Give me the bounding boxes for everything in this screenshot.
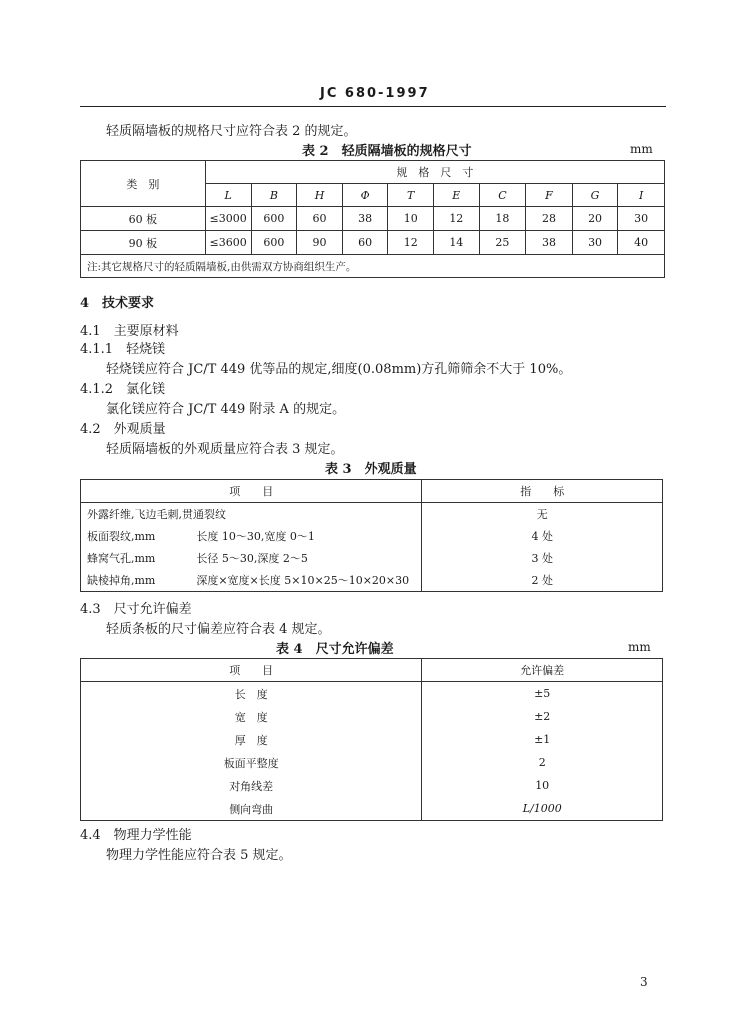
table-row <box>81 525 663 547</box>
section-4-4-heading: 4.4 物理力学性能 <box>80 828 192 843</box>
section-4-1-1-text: 轻烧镁应符合 JC/T 449 优等品的规定,细度(0.08mm)方孔筛筛余不大于 10%。 <box>106 362 572 377</box>
table2-note: 注:其它规格尺寸的轻质隔墙板,由供需双方协商组织生产。 <box>81 255 665 278</box>
table3-head-item: 项 目 <box>81 480 422 503</box>
table3-value: 3 处 <box>422 547 663 569</box>
page-number: 3 <box>640 975 648 989</box>
section-4-3-heading: 4.3 尺寸允许偏差 <box>80 602 192 617</box>
table2-cell: ≤3000 <box>205 207 251 231</box>
table-row <box>81 547 663 569</box>
table4-value: ±1 <box>422 728 663 751</box>
table2-cell: 30 <box>572 231 618 255</box>
table3-item: 板面裂纹,mm <box>81 525 191 547</box>
table2-caption: 表 2 轻质隔墙板的规格尺寸 <box>302 144 472 159</box>
table-row <box>81 705 663 728</box>
table4-item: 长 度 <box>81 682 422 706</box>
table2-cell: 20 <box>572 207 618 231</box>
table4-value: 2 <box>422 751 663 774</box>
table4-item: 侧向弯曲 <box>81 797 422 821</box>
table4-value: 10 <box>422 774 663 797</box>
section-4-4-text: 物理力学性能应符合表 5 规定。 <box>106 848 292 863</box>
table2-cell: 600 <box>251 231 297 255</box>
table2-col: C <box>479 184 526 207</box>
table2-col: Φ <box>342 184 388 207</box>
table4-item: 板面平整度 <box>81 751 422 774</box>
intro-paragraph: 轻质隔墙板的规格尺寸应符合表 2 的规定。 <box>106 124 357 139</box>
table4-caption: 表 4 尺寸允许偏差 <box>276 642 394 657</box>
table4 <box>80 658 663 821</box>
table-row <box>81 797 663 821</box>
table2-col: B <box>251 184 297 207</box>
table2-head-spec: 规 格 尺 寸 <box>205 161 664 184</box>
table2-col: G <box>572 184 618 207</box>
document-code: JC 680-1997 <box>320 86 430 101</box>
section-4-3-text: 轻质条板的尺寸偏差应符合表 4 规定。 <box>106 622 331 637</box>
table3-item: 缺棱掉角,mm <box>81 569 191 592</box>
table3-item: 蜂窝气孔,mm <box>81 547 191 569</box>
table4-head-dev: 允许偏差 <box>422 659 663 682</box>
table4-value: ±2 <box>422 705 663 728</box>
table3-detail: 长径 5～30,深度 2～5 <box>196 552 308 565</box>
table3 <box>80 479 663 592</box>
table2 <box>80 160 665 278</box>
table2-cell: 60 <box>342 231 388 255</box>
table3-detail: 深度×宽度×长度 5×10×25～10×20×30 <box>190 569 422 592</box>
table3-value: 2 处 <box>422 569 663 592</box>
table2-cell: 12 <box>388 231 434 255</box>
table3-detail: 长度 10～30,宽度 0～1 <box>196 530 315 543</box>
section-4-2-text: 轻质隔墙板的外观质量应符合表 3 规定。 <box>106 442 344 457</box>
table2-col: E <box>434 184 480 207</box>
table-row <box>81 774 663 797</box>
table2-cell: 90 板 <box>81 231 206 255</box>
table2-col: H <box>297 184 343 207</box>
table-row <box>81 751 663 774</box>
table2-col: L <box>205 184 251 207</box>
table2-cell: 60 <box>297 207 343 231</box>
table2-cell: 12 <box>434 207 480 231</box>
section-4-1-1-heading: 4.1.1 轻烧镁 <box>80 342 166 357</box>
table4-item: 对角线差 <box>81 774 422 797</box>
table3-head-index: 指 标 <box>422 480 663 503</box>
table3-value: 无 <box>422 503 663 526</box>
table2-cell: 38 <box>342 207 388 231</box>
table2-cell: 30 <box>618 207 665 231</box>
section-4-heading: 4 技术要求 <box>80 296 155 311</box>
table2-cell: 10 <box>388 207 434 231</box>
table2-cell: 28 <box>526 207 573 231</box>
table3-item: 外露纤维,飞边毛刺,贯通裂纹 <box>81 503 422 526</box>
table-row <box>81 231 665 255</box>
table2-cell: 14 <box>434 231 480 255</box>
table2-unit: mm <box>630 142 653 156</box>
table4-value: ±5 <box>422 682 663 706</box>
table2-col: F <box>526 184 573 207</box>
table-row <box>81 682 663 706</box>
table3-value: 4 处 <box>422 525 663 547</box>
table-row <box>81 207 665 231</box>
table2-cell: 18 <box>479 207 526 231</box>
table2-cell: 25 <box>479 231 526 255</box>
table-row <box>81 503 663 526</box>
section-4-1-2-text: 氯化镁应符合 JC/T 449 附录 A 的规定。 <box>106 402 346 417</box>
table2-cell: 40 <box>618 231 665 255</box>
table4-item: 厚 度 <box>81 728 422 751</box>
table2-col: T <box>388 184 434 207</box>
table2-cell: 90 <box>297 231 343 255</box>
table2-cell: 60 板 <box>81 207 206 231</box>
table2-col: I <box>618 184 665 207</box>
table-row <box>81 569 663 592</box>
table4-unit: mm <box>628 640 651 654</box>
table2-cell: 600 <box>251 207 297 231</box>
table3-caption: 表 3 外观质量 <box>325 462 417 477</box>
table4-item: 宽 度 <box>81 705 422 728</box>
table4-head-item: 项 目 <box>81 659 422 682</box>
section-4-1-heading: 4.1 主要原材料 <box>80 324 179 339</box>
table2-cell: ≤3600 <box>205 231 251 255</box>
table2-head-type: 类 别 <box>81 161 206 207</box>
header-rule <box>80 106 666 107</box>
section-4-2-heading: 4.2 外观质量 <box>80 422 166 437</box>
table2-cell: 38 <box>526 231 573 255</box>
table-row <box>81 728 663 751</box>
table4-value: L/1000 <box>422 797 663 821</box>
section-4-1-2-heading: 4.1.2 氯化镁 <box>80 382 166 397</box>
